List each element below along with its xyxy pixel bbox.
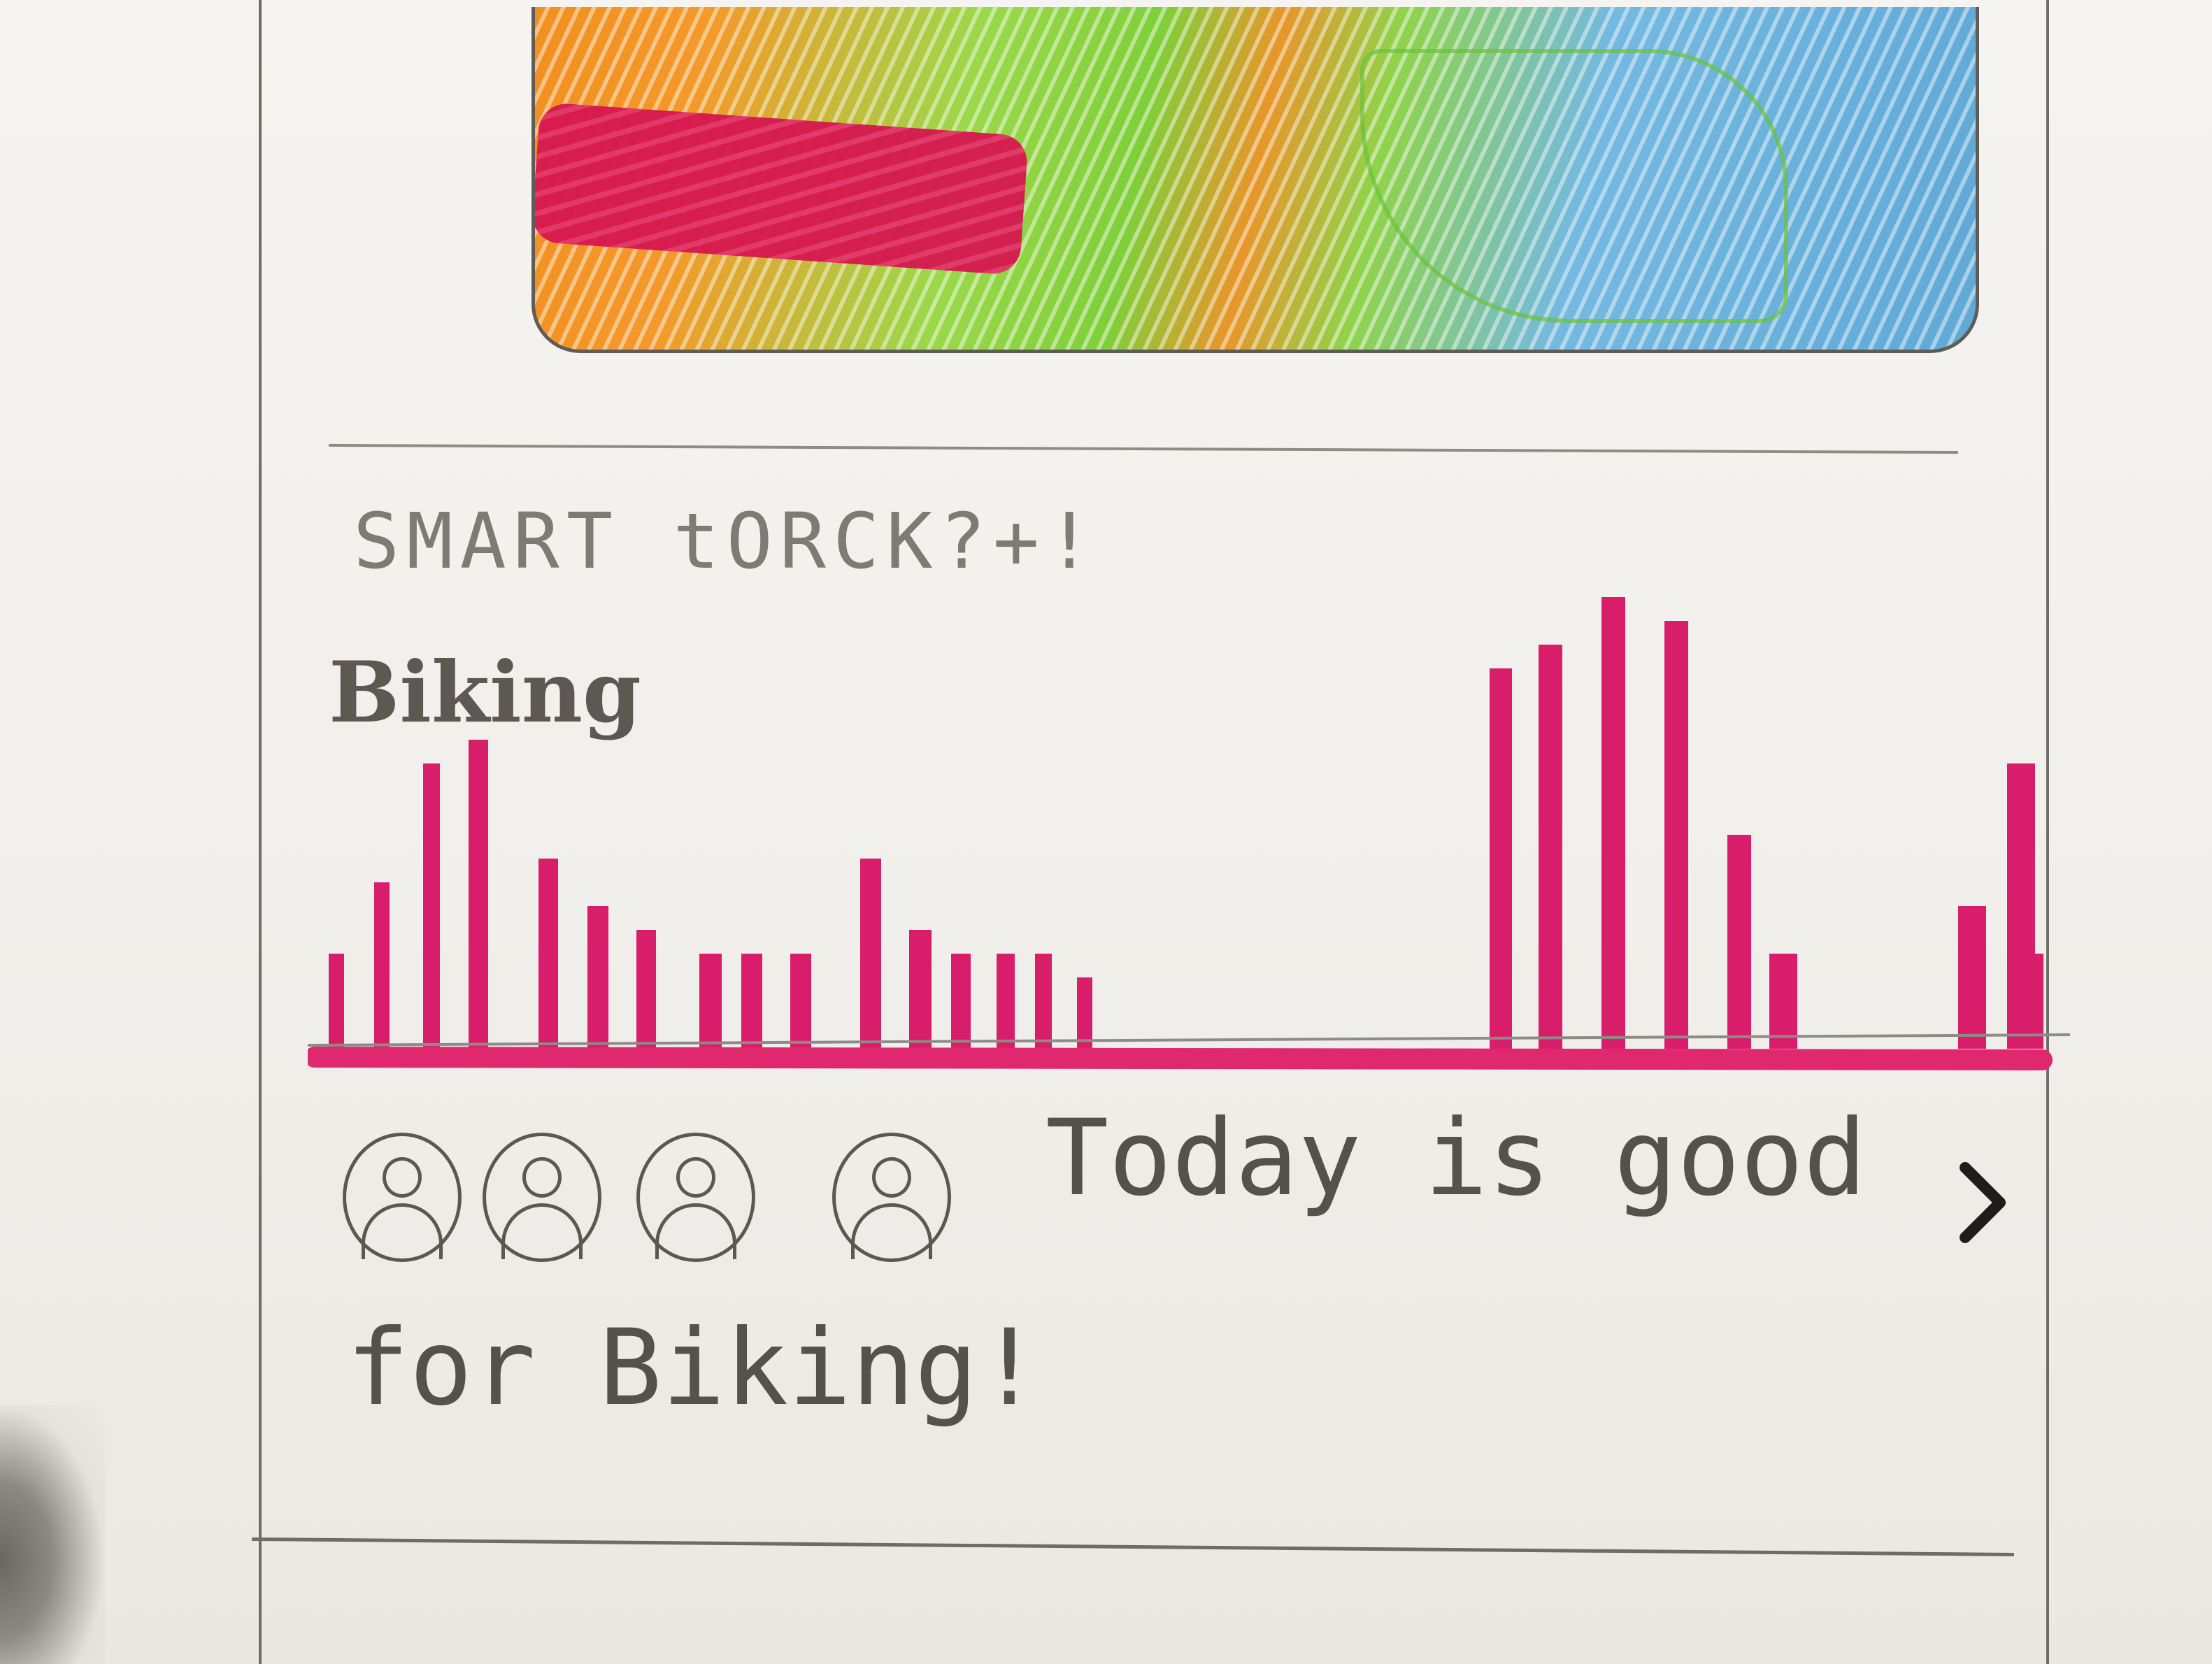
- chart-bar: [1077, 977, 1092, 1049]
- chart-bar: [790, 954, 811, 1049]
- chart-bar: [1958, 906, 1986, 1049]
- message-line-2: for Biking!: [346, 1307, 1041, 1429]
- friend-avatar-4[interactable]: [832, 1133, 951, 1262]
- person-icon-body: [851, 1203, 932, 1259]
- section-title: SMART tORCK?+!: [353, 496, 1100, 586]
- chart-bar: [1664, 621, 1688, 1049]
- chart-bar: [587, 906, 608, 1049]
- chart-bar: [374, 882, 390, 1049]
- friend-avatar-3[interactable]: [636, 1133, 755, 1262]
- chart-guideline: [308, 1035, 2070, 1045]
- chart-bar: [1539, 645, 1562, 1049]
- person-icon-body: [362, 1203, 443, 1259]
- person-icon-body: [501, 1203, 583, 1259]
- message-line-1: Today is good: [1046, 1098, 1867, 1219]
- chart-bar: [997, 954, 1015, 1049]
- chart-bar: [636, 930, 656, 1049]
- person-icon: [522, 1157, 562, 1198]
- chart-bar: [329, 954, 344, 1049]
- chart-bar: [699, 954, 722, 1049]
- chart-bar: [1601, 597, 1625, 1049]
- hero-map-red-area: [531, 102, 1029, 275]
- hero-map-green-route: [1360, 49, 1788, 323]
- friend-avatar-2[interactable]: [483, 1133, 601, 1262]
- chart-bar: [469, 740, 488, 1049]
- chart-bar: [1490, 668, 1512, 1049]
- chart-bar: [860, 859, 881, 1049]
- person-icon: [676, 1157, 715, 1198]
- chart-bar: [951, 954, 971, 1049]
- chart-bar: [423, 763, 440, 1049]
- chart-bar: [1035, 954, 1052, 1049]
- chart-baseline: [315, 1057, 2042, 1060]
- activity-chart: [308, 559, 2070, 1105]
- person-icon-body: [655, 1203, 736, 1259]
- chart-bar: [909, 930, 932, 1049]
- chart-bar: [741, 954, 762, 1049]
- friend-avatar-1[interactable]: [343, 1133, 462, 1262]
- chevron-right-icon[interactable]: [1958, 1161, 2007, 1245]
- chart-bar: [1769, 954, 1797, 1049]
- person-icon: [383, 1157, 422, 1198]
- person-icon: [872, 1157, 911, 1198]
- thumb-shadow: [0, 1405, 105, 1664]
- activity-label: Biking: [329, 643, 641, 742]
- chart-bar: [538, 859, 558, 1049]
- chart-bar: [1727, 835, 1751, 1049]
- friends-avatar-list: [343, 1133, 972, 1286]
- hero-map-image[interactable]: [531, 7, 1979, 353]
